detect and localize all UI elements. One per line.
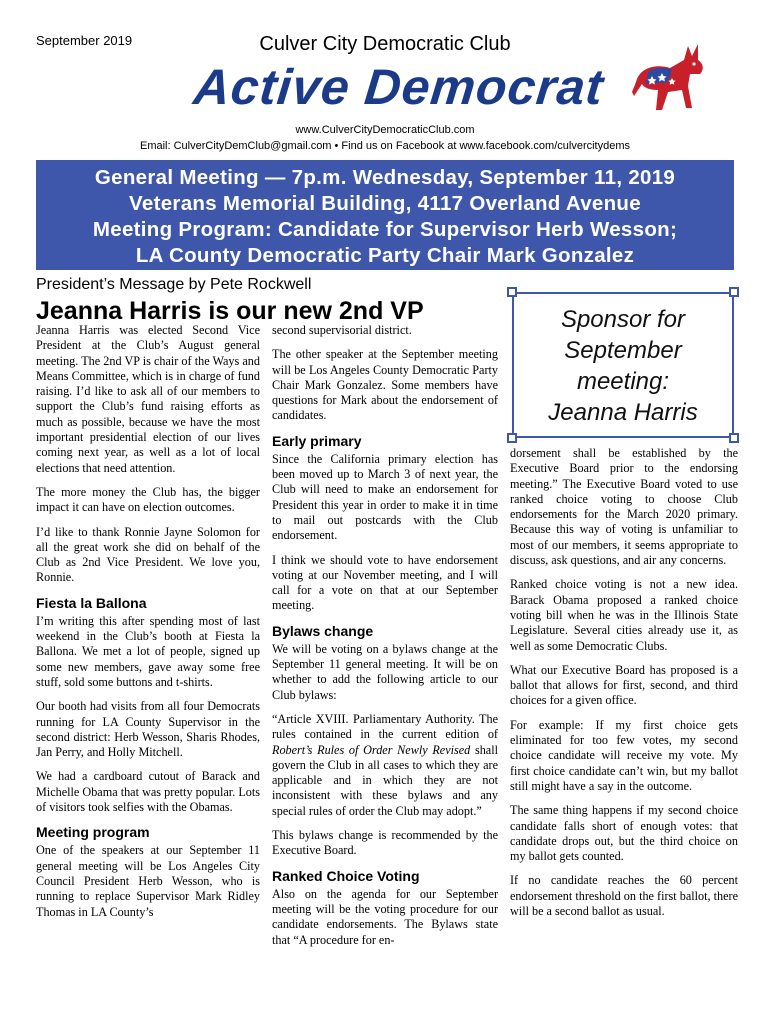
contact-line[interactable]: Email: CulverCityDemClub@gmail.com • Find us on Facebook at www.facebook.com/culvercitydems [139,140,631,152]
book-title: Robert’s Rules of Order Newly Revised [272,742,471,757]
paragraph: We had a cardboard cutout of Barack and Michelle Obama that was pretty popular. Lots of visitors took selfies with the Obamas. [36,769,260,815]
subheading-meeting-program: Meeting program [36,824,150,841]
democrat-donkey-logo-icon [628,38,708,118]
corner-ornament [729,287,739,297]
banner-line-venue: Veterans Memorial Building, 4117 Overland Avenue [129,192,641,215]
paragraph: I’m writing this after spending most of last weekend in the Club’s booth at Fiesta la Ballona. We met a lot of people, signed up some new members, gave away some free stuff, sold some buttons and t-shirts. [36,613,260,689]
paragraph: Our booth had visits from all four Democrats running for LA County Supervisor in the second district: Herb Wesson, Sharis Rhodes, Jan Perry, and Holly Mitchell. [36,699,260,760]
issue-date: September 2019 [36,33,133,48]
sponsor-line: Sponsor for [560,306,686,333]
paragraph: One of the speakers at our September 11 general meeting will be Los Angeles City Council President Herb Wesson, who is running to replace Supervisor Mark Ridley Thomas in LA County’s [36,843,260,919]
column-1 [36,323,260,929]
paragraph: The same thing happens if my second choice candidate falls short of enough votes: that candidate drops out, but the third choice on my ballot gets counted. [510,803,738,864]
quote-part: shall govern the Club in all cases to which they are applicable and in which they are not inconsistent with these bylaws and any special rules of order the Club may adopt.” [272,742,498,818]
sponsor-line: September [564,337,682,364]
sponsor-line: meeting: [576,368,670,395]
paragraph: If no candidate reaches the 60 percent endorsement threshold on the first ballot, there will be a second ballot as usual. [510,873,738,919]
corner-ornament [729,433,739,443]
column-2 [272,323,498,957]
banner-line-date: General Meeting — 7p.m. Wednesday, September 11, 2019 [94,166,676,189]
banner-line-program: Meeting Program: Candidate for Supervisor Herb Wesson; [92,218,678,241]
corner-ornament [507,287,517,297]
paragraph: dorsement shall be established by the Executive Board prior to the endorsing meeting.” The Executive Board voted to use ranked choice voting to choose Club endorsements for the March 2020 primary. Because this way of voting is unfamiliar to most of our members, it seems appropriate to discuss, ask questions, and air any concerns. [510,446,738,568]
paragraph: This bylaws change is recommended by the Executive Board. [272,828,498,858]
column-3 [510,446,738,928]
paragraph: Ranked choice voting is not a new idea. Barack Obama proposed a ranked choice voting bill when he was in the Illinois State Legislature. Several cities already use it, as well as some Democratic Clubs. [510,577,738,653]
meeting-banner [36,160,734,270]
subheading-fiesta: Fiesta la Ballona [36,594,147,611]
paragraph: The other speaker at the September meeting will be Los Angeles County Democratic Party Chair Mark Gonzalez. Some members have questions for Mark about the endorsement of candidates. [272,347,498,423]
quote-part: “Article XVIII. Parliamentary Authority. The rules contained in the current edition of [272,711,498,742]
paragraph: For example: If my first choice gets eliminated for too few votes, my second choice candidate will receive my vote. My first choice candidate can’t win, but my ballot still might have a say in the outcome. [510,717,738,793]
paragraph-article-quote [272,712,498,819]
sponsor-name: Jeanna Harris [548,399,698,426]
corner-ornament [507,433,517,443]
subheading-early-primary: Early primary [272,432,362,449]
sponsor-box [512,292,734,438]
article-kicker: President’s Message by Pete Rockwell [36,276,312,293]
paragraph: second supervisorial district. [272,323,412,337]
paragraph: What our Executive Board has proposed is a ballot that allows for first, second, and third choices for a given office. [510,662,738,708]
paragraph: The more money the Club has, the bigger impact it can have on election outcomes. [36,484,260,515]
club-name: Culver City Democratic Club [259,33,511,55]
subheading-ranked-choice: Ranked Choice Voting [272,867,420,884]
paragraph: I’d like to thank Ronnie Jayne Solomon for all the great work she did on behalf of the Club as 2nd Vice President. We love you, Ronnie. [36,524,260,585]
banner-line-speaker: LA County Democratic Party Chair Mark Gonzalez [135,244,635,267]
masthead-title: Active Democrat [191,59,607,115]
paragraph: Also on the agenda for our September meeting will be the voting procedure for our candidate endorsements. The Bylaws state that “A procedure for en- [272,886,498,947]
article-headline: Jeanna Harris is our new 2nd VP [36,297,424,325]
paragraph: I think we should vote to have endorsement voting at our November meeting, and I will call for a vote on that at our September meeting. [272,552,498,613]
paragraph: Jeanna Harris was elected Second Vice President at the Club’s August general meeting. The 2nd VP is chair of the Ways and Means Committee, which is in charge of fund raising. I’d like to ask all of our members to support the Club’s fund raising efforts as much as possible, because we have the most important presidential election of our lives coming next year, as well as a lot of local elections that need attention. [36,323,260,475]
subheading-bylaws: Bylaws change [272,622,374,639]
website-url[interactable]: www.CulverCityDemocraticClub.com [295,124,475,136]
paragraph: We will be voting on a bylaws change at the September 11 general meeting. It will be on whether to add the following article to our Club bylaws: [272,641,498,702]
paragraph: Since the California primary election has been moved up to March 3 of next year, the Club will need to make an endorsement for President this year in order to make it in time to mail out postcards with the Club endorsement. [272,451,498,543]
